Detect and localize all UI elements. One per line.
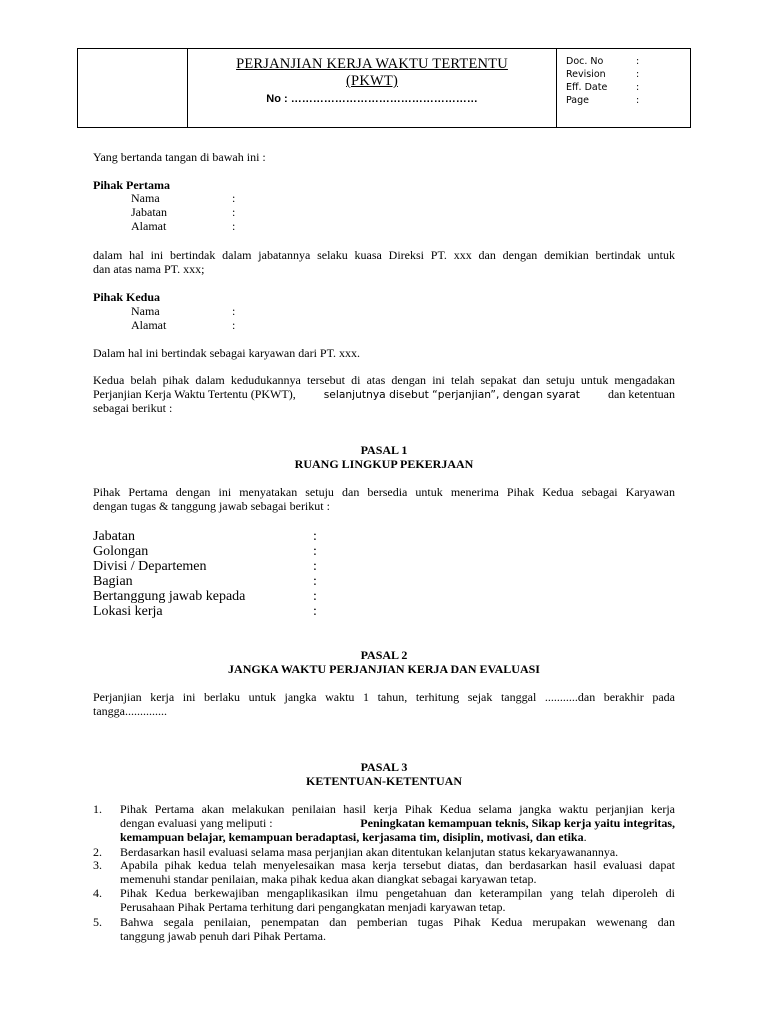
pasal1-field-colon: : [313, 559, 317, 574]
pasal2-title: JANGKA WAKTU PERJANJIAN KERJA DAN EVALUASI [228, 662, 540, 676]
pasal1-field-label: Bagian [93, 574, 133, 589]
pasal1-title: RUANG LINGKUP PEKERJAAN [294, 457, 474, 471]
pasal1-field-label: Bertanggung jawab kepada [93, 589, 246, 604]
list-item-line: tanggung jawab penuh dari Pihak Pertama. [120, 929, 326, 943]
list-item-number: 4. [93, 886, 102, 900]
document-subtitle: (PKWT) [346, 73, 398, 89]
pihak2-field-colon: : [232, 304, 236, 318]
list-item-line: kemampuan belajar, kemampuan beradaptasi, kerjasama tim, disiplin, motivasi, dan etika. [120, 830, 587, 844]
meta-row-doc-no: Doc. No : [566, 56, 640, 67]
pasal2-number: PASAL 2 [360, 648, 408, 662]
pihak-kedua-heading: Pihak Kedua [93, 290, 161, 304]
meta-row-page: Page : [566, 95, 640, 106]
agreement-line: Kedua belah pihak dalam kedudukannya tersebut di atas dengan ini telah sepakat dan setuju untuk mengadakan [93, 373, 675, 387]
list-item-line: Apabila pihak kedua telah menyelesaikan masa kerja tersebut diatas, dan berdasarkan hasil evaluasi dapat [120, 858, 675, 872]
document-title: PERJANJIAN KERJA WAKTU TERTENTU [236, 56, 508, 72]
pasal1-field-label: Jabatan [93, 529, 135, 544]
pasal2-text-line: tangga.............. [93, 704, 167, 718]
pihak-pertama-heading: Pihak Pertama [93, 178, 170, 192]
meta-cell [557, 49, 690, 127]
pasal2-text-line: Perjanjian kerja ini berlaku untuk jangka waktu 1 tahun, terhitung sejak tanggal ...........dan berakhir pada [93, 690, 675, 704]
pihak2-desc: Dalam hal ini bertindak sebagai karyawan dari PT. xxx. [93, 346, 361, 360]
pihak1-field-colon: : [232, 191, 236, 205]
list-item-line: Bahwa segala penilaian, penempatan dan pemberian tugas Pihak Kedua merupakan wewenang dan [120, 915, 675, 929]
agreement-line: sebagai berikut : [93, 401, 173, 415]
pasal1-field-label: Golongan [93, 544, 149, 559]
document-number: No : …………………………………………… [266, 93, 478, 105]
meta-row-eff-date: Eff. Date : [566, 82, 640, 93]
pihak1-field-label: Nama [131, 191, 160, 205]
list-item-number: 1. [93, 802, 102, 816]
pihak2-field-label: Nama [131, 304, 160, 318]
pasal1-text-line: dengan tugas & tanggung jawab sebagai berikut : [93, 499, 330, 513]
pihak2-field-colon: : [232, 318, 236, 332]
list-item-line: memenuhi standar penilaian, maka pihak kedua akan diangkat sebagai karyawan tetap. [120, 872, 537, 886]
pihak2-field-label: Alamat [131, 318, 167, 332]
list-item-number: 2. [93, 845, 102, 859]
list-item-line: dengan evaluasi yang meliputi : Peningkatan kemampuan teknis, Sikap kerja yaitu integritas, [120, 816, 675, 830]
pihak1-field-colon: : [232, 205, 236, 219]
pihak1-field-colon: : [232, 219, 236, 233]
pasal1-field-colon: : [313, 604, 317, 619]
title-cell [188, 49, 557, 127]
pasal1-field-colon: : [313, 574, 317, 589]
document-header [77, 48, 691, 128]
meta-row-revision: Revision : [566, 69, 640, 80]
pasal3-number: PASAL 3 [360, 760, 408, 774]
list-item-number: 5. [93, 915, 102, 929]
agreement-line: Perjanjian Kerja Waktu Tertentu (PKWT), selanjutnya disebut “perjanjian”, dengan syarat dan ketentuan [93, 387, 675, 401]
pasal1-field-colon: : [313, 589, 317, 604]
pasal1-field-colon: : [313, 529, 317, 544]
pasal1-field-label: Lokasi kerja [93, 604, 163, 619]
list-item-line: Pihak Pertama akan melakukan penilaian hasil kerja Pihak Kedua selama jangka waktu perjanjian kerja [120, 802, 675, 816]
pihak1-field-label: Alamat [131, 219, 167, 233]
pihak1-field-label: Jabatan [131, 205, 167, 219]
pasal1-field-label: Divisi / Departemen [93, 559, 207, 574]
pasal1-number: PASAL 1 [360, 443, 408, 457]
list-item-number: 3. [93, 858, 102, 872]
intro-text: Yang bertanda tangan di bawah ini : [93, 150, 266, 164]
pasal3-title: KETENTUAN-KETENTUAN [305, 774, 463, 788]
list-item-line: Perusahaan Pihak Pertama terhitung dari pengangkatan menjadi karyawan tetap. [120, 900, 506, 914]
logo-cell [78, 49, 188, 127]
pasal1-field-colon: : [313, 544, 317, 559]
list-item-line: Pihak Kedua berkewajiban mengaplikasikan ilmu pengetahuan dan keterampilan yang telah diperoleh di [120, 886, 675, 900]
pihak1-desc-line: dalam hal ini bertindak dalam jabatannya selaku kuasa Direksi PT. xxx dan dengan demikian bertindak untuk [93, 248, 675, 262]
pasal1-text-line: Pihak Pertama dengan ini menyatakan setuju dan bersedia untuk menerima Pihak Kedua sebagai Karyawan [93, 485, 675, 499]
pihak1-desc-line: dan atas nama PT. xxx; [93, 262, 205, 276]
list-item-line: Berdasarkan hasil evaluasi selama masa perjanjian akan ditentukan kelanjutan status kekaryawanannya. [120, 845, 619, 859]
